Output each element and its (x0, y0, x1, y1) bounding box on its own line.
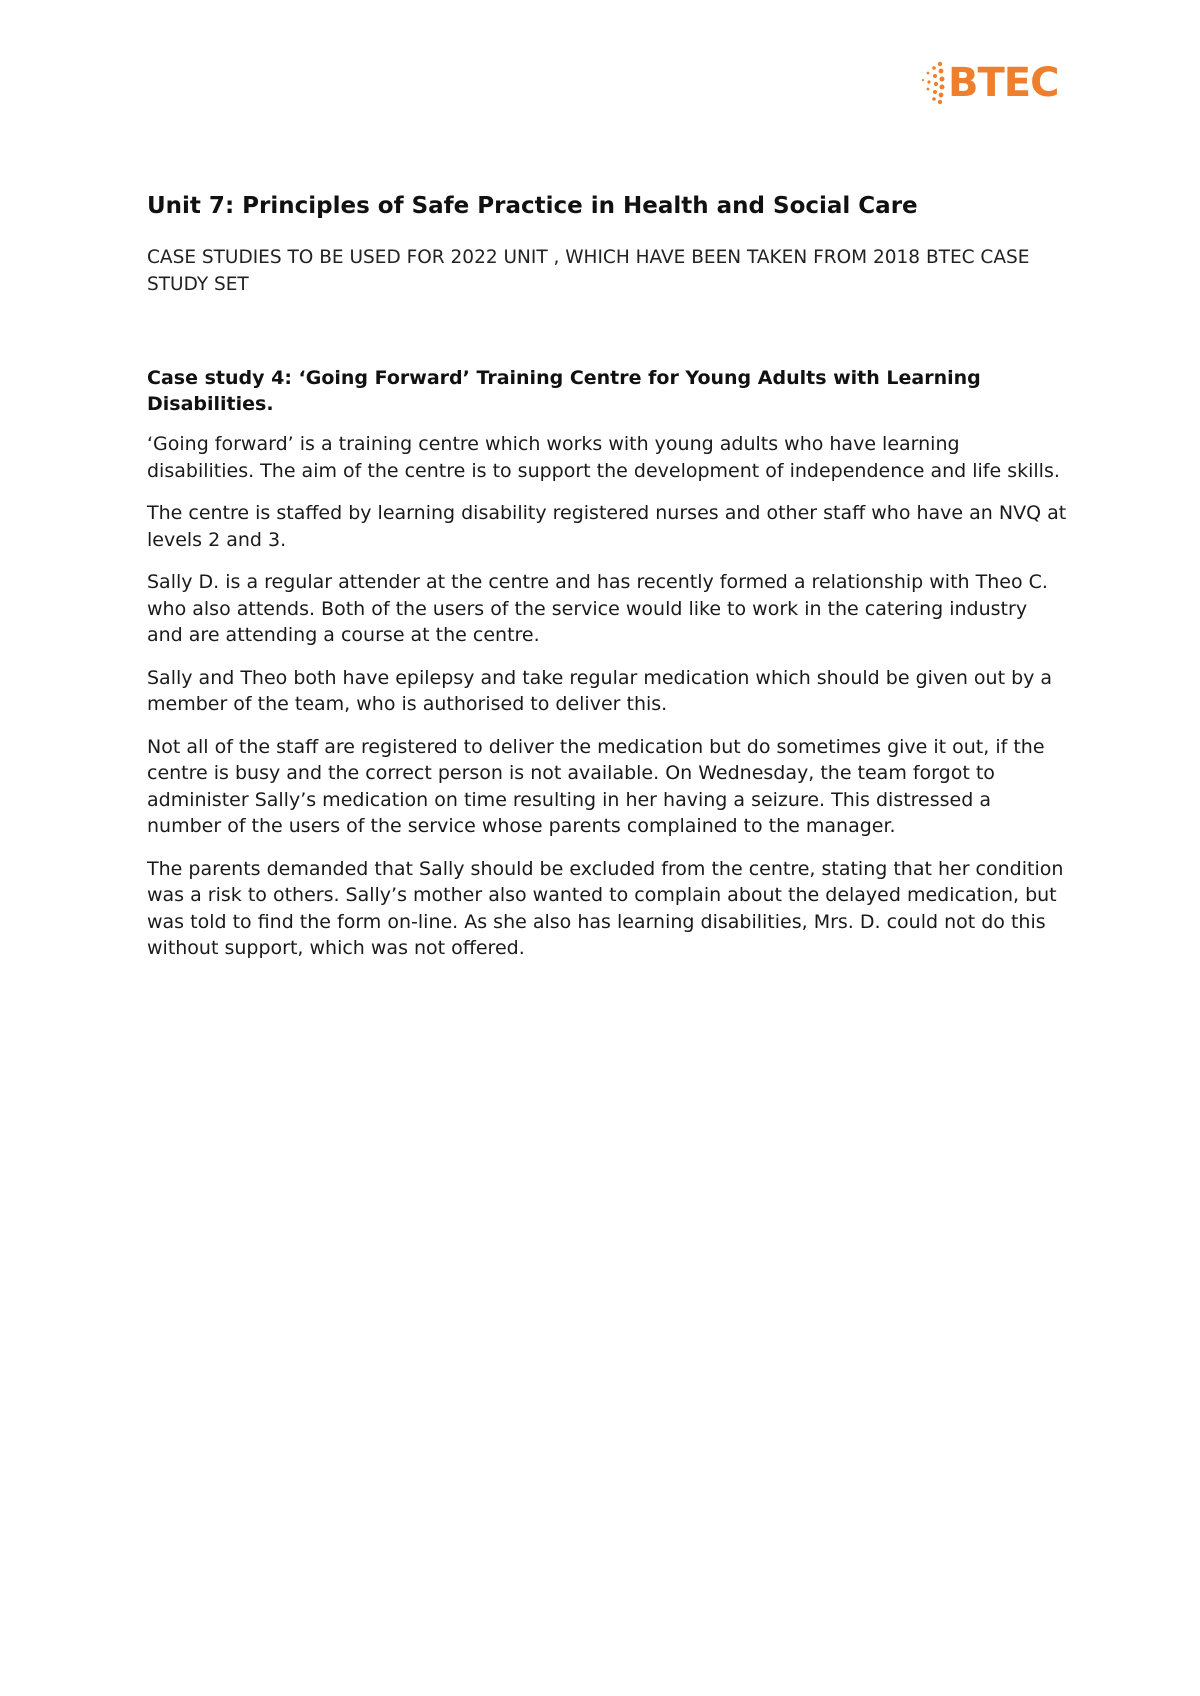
page-title: Unit 7: Principles of Safe Practice in Health and Social Care (147, 193, 918, 219)
case-study-paragraph: The parents demanded that Sally should be excluded from the centre, stating that her condition was a risk to others. Sally’s mother also wanted to complain about the delayed medication, but was told to find the form on-line. As she also has learning disabilities, Mrs. D. could not do this without support, which was not offered. (147, 857, 1064, 959)
page-subtitle: CASE STUDIES TO BE USED FOR 2022 UNIT , WHICH HAVE BEEN TAKEN FROM 2018 BTEC CASE STUDY SET (147, 247, 1030, 295)
case-study-paragraph: ‘Going forward’ is a training centre which works with young adults who have learning disabilities. The aim of the centre is to support the development of independence and life skills. (147, 433, 1060, 482)
case-study-paragraph: Not all of the staff are registered to deliver the medication but do sometimes give it out, if the centre is busy and the correct person is not available. On Wednesday, the team forgot to administer Sally’s medication on time resulting in her having a seizure. This distressed a number of the users of the service whose parents complained to the manager. (147, 735, 1045, 837)
case-study-paragraph: Sally D. is a regular attender at the centre and has recently formed a relationship with Theo C. who also attends. Both of the users of the service would like to work in the catering industry and are attending a course at the centre. (147, 571, 1048, 646)
btec-logo-text: BTEC (948, 60, 1059, 106)
case-study-paragraph: Sally and Theo both have epilepsy and take regular medication which should be given out by a member of the team, who is authorised to deliver this. (147, 666, 1053, 715)
btec-dots-icon (918, 58, 946, 108)
case-study-heading: Case study 4: ‘Going Forward’ Training Centre for Young Adults with Learning Disabilities. (147, 367, 981, 415)
case-study-paragraph: The centre is staffed by learning disability registered nurses and other staff who have an NVQ at levels 2 and 3. (147, 502, 1067, 551)
document-body (147, 190, 1067, 978)
btec-logo (918, 58, 1068, 108)
